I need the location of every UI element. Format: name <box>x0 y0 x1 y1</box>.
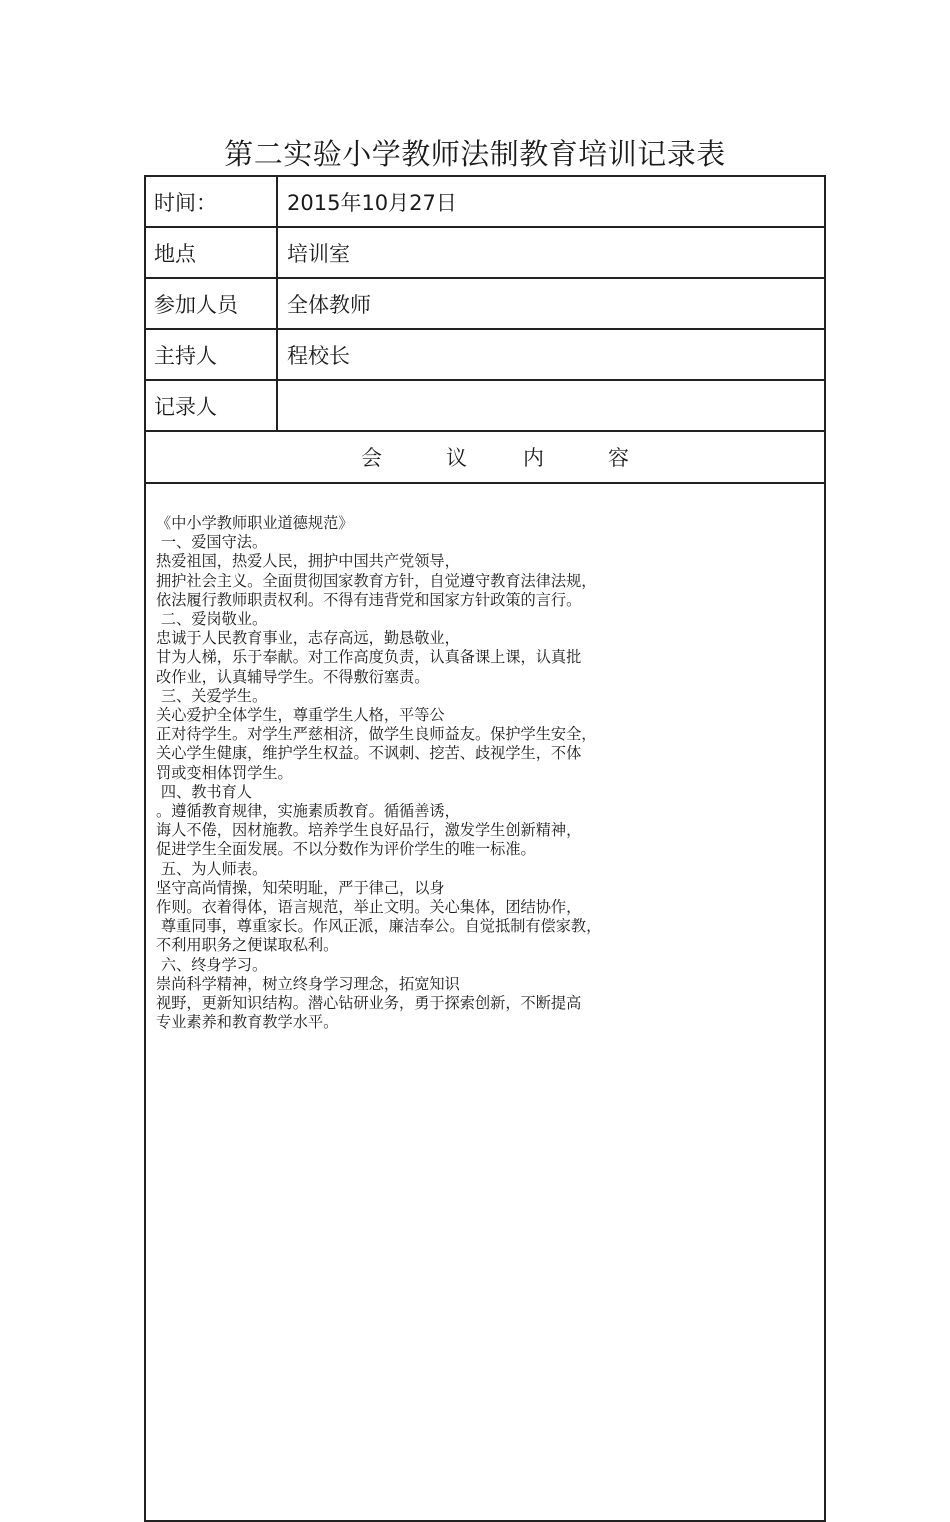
meeting-content <box>145 483 825 1521</box>
content-line: 六、终身学习。 <box>156 955 268 974</box>
content-line: 不利用职务之便谋取私利。 <box>156 936 339 955</box>
table-row-host <box>145 329 825 380</box>
content-line: 正对待学生。对学生严慈相济，做学生良师益友。保护学生安全， <box>156 725 597 744</box>
host-value: 程校长 <box>277 329 825 380</box>
meeting-heading <box>145 431 825 483</box>
content-line: 作则。衣着得体，语言规范，举止文明。关心集体，团结协作， <box>156 898 582 917</box>
record-table <box>144 175 826 1522</box>
meeting-heading-char: 议 <box>446 446 467 470</box>
content-line: 二、爱岗敬业。 <box>156 610 268 629</box>
table-row-location <box>145 227 825 278</box>
content-line: 视野，更新知识结构。潜心钻研业务，勇于探索创新，不断提高 <box>156 994 582 1013</box>
content-line: 五、为人师表。 <box>156 859 268 878</box>
content-line: 崇尚科学精神，树立终身学习理念，拓宽知识 <box>156 974 460 993</box>
document-title: 第二实验小学教师法制教育培训记录表 <box>224 137 726 171</box>
content-line: 拥护社会主义。全面贯彻国家教育方针，自觉遵守教育法律法规， <box>156 571 597 590</box>
content-line: 四、教书育人 <box>156 782 252 801</box>
content-line: 尊重同事，尊重家长。作风正派，廉洁奉公。自觉抵制有偿家教， <box>156 917 602 936</box>
content-line: 关心爱护全体学生，尊重学生人格，平等公 <box>156 706 445 725</box>
table-row-attendees <box>145 278 825 329</box>
meeting-heading-char: 容 <box>608 446 629 470</box>
time-label: 时间： <box>145 176 277 227</box>
content-line: 忠诚于人民教育事业，志存高远，勤恳敬业， <box>156 629 460 648</box>
content-line: 三、关爱学生。 <box>156 686 268 705</box>
recorder-label: 记录人 <box>145 380 277 431</box>
content-line: 坚守高尚情操，知荣明耻，严于律己，以身 <box>156 878 445 897</box>
attendees-label: 参加人员 <box>145 278 277 329</box>
content-line: 一、爱国守法。 <box>156 533 268 552</box>
location-value: 培训室 <box>277 227 825 278</box>
content-line: 。遵循教育规律，实施素质教育。循循善诱， <box>156 802 460 821</box>
meeting-heading-row <box>145 431 825 483</box>
content-line: 改作业，认真辅导学生。不得敷衍塞责。 <box>156 667 430 686</box>
meeting-heading-char: 内 <box>523 446 544 470</box>
location-label: 地点 <box>145 227 277 278</box>
recorder-value <box>277 380 825 431</box>
time-value: 2015年10月27日 <box>277 176 825 227</box>
content-line: 罚或变相体罚学生。 <box>156 763 293 782</box>
attendees-value: 全体教师 <box>277 278 825 329</box>
content-line: 《中小学教师职业道德规范》 <box>156 514 354 532</box>
meeting-content-row <box>145 483 825 1521</box>
content-line: 关心学生健康，维护学生权益。不讽刺、挖苦、歧视学生，不体 <box>156 744 582 763</box>
table-row-recorder <box>145 380 825 431</box>
host-label: 主持人 <box>145 329 277 380</box>
content-line: 甘为人梯，乐于奉献。对工作高度负责，认真备课上课，认真批 <box>156 648 582 667</box>
content-line: 专业素养和教育教学水平。 <box>156 1013 339 1032</box>
content-line: 诲人不倦，因材施教。培养学生良好品行，激发学生创新精神， <box>156 821 582 840</box>
meeting-heading-char: 会 <box>361 446 382 470</box>
content-line: 依法履行教师职责权利。不得有违背党和国家方针政策的言行。 <box>156 590 582 609</box>
content-line: 促进学生全面发展。不以分数作为评价学生的唯一标准。 <box>156 840 536 859</box>
content-line: 热爱祖国，热爱人民，拥护中国共产党领导， <box>156 552 460 571</box>
content-text <box>146 484 824 1032</box>
table-row-time <box>145 176 825 227</box>
